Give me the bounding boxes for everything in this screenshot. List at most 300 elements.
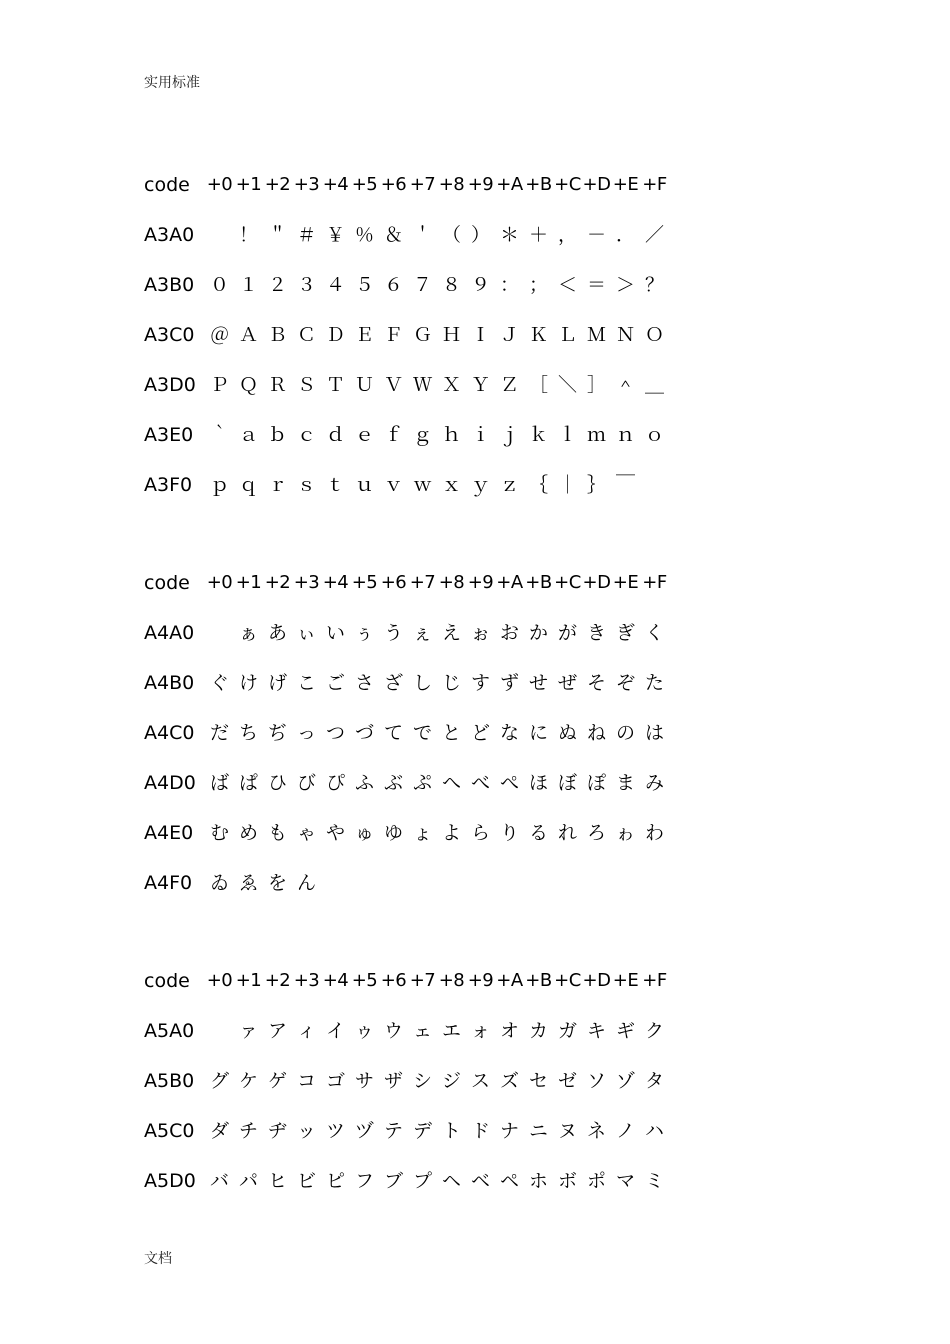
- column-header: +0: [206, 174, 233, 195]
- char-cell: ２: [267, 274, 287, 296]
- char-cell: ゐ: [209, 872, 229, 894]
- char-cell: ハ: [644, 1120, 664, 1142]
- char-cell: ａ: [238, 424, 258, 446]
- char-cell: テ: [383, 1120, 403, 1142]
- char-cell: ぞ: [615, 672, 635, 694]
- char-cell: ぁ: [238, 622, 258, 644]
- char-cell: ＇: [412, 224, 432, 246]
- char-cell: ら: [470, 822, 490, 844]
- code-table-a3: [144, 172, 724, 522]
- char-cell: ７: [412, 274, 432, 296]
- char-cell: る: [528, 822, 548, 844]
- page-header: 实用标准: [144, 75, 200, 91]
- char-cell: ぴ: [325, 772, 345, 794]
- char-cell: ァ: [238, 1020, 258, 1042]
- column-header: +B: [525, 572, 552, 593]
- char-cell: Ｃ: [296, 324, 316, 346]
- char-cell: ん: [296, 872, 316, 894]
- char-cell: ヅ: [354, 1120, 374, 1142]
- row-code: A3D0: [144, 374, 196, 396]
- char-cell: ツ: [325, 1120, 345, 1142]
- table-row: [144, 222, 724, 272]
- char-cell: ド: [470, 1120, 490, 1142]
- column-header: +3: [293, 572, 320, 593]
- char-cell: シ: [412, 1070, 432, 1092]
- row-code: A3B0: [144, 274, 195, 296]
- char-cell: ￣: [615, 474, 635, 496]
- char-cell: ｔ: [325, 474, 345, 496]
- char-cell: ナ: [499, 1120, 519, 1142]
- char-cell: カ: [528, 1020, 548, 1042]
- char-cell: な: [499, 722, 519, 744]
- char-cell: ｛: [528, 474, 548, 496]
- column-header: +2: [264, 174, 291, 195]
- char-cell: こ: [296, 672, 316, 694]
- column-header: +B: [525, 970, 552, 991]
- row-code: A3C0: [144, 324, 195, 346]
- char-cell: Ｕ: [354, 374, 374, 396]
- char-cell: ぷ: [412, 772, 432, 794]
- row-code: A3E0: [144, 424, 194, 446]
- row-code: A4D0: [144, 772, 196, 794]
- char-cell: Ｐ: [209, 374, 229, 396]
- char-cell: ｂ: [267, 424, 287, 446]
- char-cell: ＠: [209, 324, 229, 346]
- char-cell: ご: [325, 672, 345, 694]
- table-row: [144, 820, 724, 870]
- char-cell: Ｈ: [441, 324, 461, 346]
- column-header: +8: [438, 970, 465, 991]
- char-cell: ス: [470, 1070, 490, 1092]
- char-cell: －: [586, 224, 606, 246]
- char-cell: ア: [267, 1020, 287, 1042]
- char-cell: Ｏ: [644, 324, 664, 346]
- char-cell: ぃ: [296, 622, 316, 644]
- char-cell: サ: [354, 1070, 374, 1092]
- char-cell: コ: [296, 1070, 316, 1092]
- column-header: +A: [496, 572, 523, 593]
- char-cell: ｏ: [644, 424, 664, 446]
- char-cell: ｄ: [325, 424, 345, 446]
- char-cell: バ: [209, 1170, 229, 1192]
- char-cell: フ: [354, 1170, 374, 1192]
- char-cell: ど: [470, 722, 490, 744]
- char-cell: ふ: [354, 772, 374, 794]
- column-header: +9: [467, 970, 494, 991]
- char-cell: へ: [441, 772, 461, 794]
- char-cell: す: [470, 672, 490, 694]
- char-cell: ポ: [586, 1170, 606, 1192]
- char-cell: ぐ: [209, 672, 229, 694]
- char-cell: ］: [586, 374, 606, 396]
- table-row: [144, 620, 724, 670]
- char-cell: よ: [441, 822, 461, 844]
- char-cell: ［: [528, 374, 548, 396]
- char-cell: ェ: [412, 1020, 432, 1042]
- char-cell: ゅ: [354, 822, 374, 844]
- char-cell: １: [238, 274, 258, 296]
- char-cell: ヒ: [267, 1170, 287, 1192]
- char-cell: （: [441, 224, 461, 246]
- char-cell: さ: [354, 672, 374, 694]
- char-cell: ゾ: [615, 1070, 635, 1092]
- char-cell: め: [238, 822, 258, 844]
- char-cell: せ: [528, 672, 548, 694]
- char-cell: ビ: [296, 1170, 316, 1192]
- char-cell: ガ: [557, 1020, 577, 1042]
- char-cell: ボ: [557, 1170, 577, 1192]
- char-cell: Ｆ: [383, 324, 403, 346]
- char-cell: は: [644, 722, 664, 744]
- char-cell: ぅ: [354, 622, 374, 644]
- char-cell: が: [557, 622, 577, 644]
- char-cell: Ｔ: [325, 374, 345, 396]
- char-cell: ９: [470, 274, 490, 296]
- row-code: A4E0: [144, 822, 194, 844]
- char-cell: ）: [470, 224, 490, 246]
- char-cell: わ: [644, 822, 664, 844]
- column-header: +C: [554, 174, 581, 195]
- char-cell: く: [644, 622, 664, 644]
- char-cell: ゃ: [296, 822, 316, 844]
- char-cell: ソ: [586, 1070, 606, 1092]
- column-header: +2: [264, 572, 291, 593]
- char-cell: ぱ: [238, 772, 258, 794]
- column-header: +2: [264, 970, 291, 991]
- char-cell: ｎ: [615, 424, 635, 446]
- char-cell: ク: [644, 1020, 664, 1042]
- row-code: A5B0: [144, 1070, 195, 1092]
- row-code: A4B0: [144, 672, 195, 694]
- row-code: A4F0: [144, 872, 193, 894]
- column-header: +F: [642, 572, 667, 593]
- char-cell: ８: [441, 274, 461, 296]
- char-cell: ｙ: [470, 474, 490, 496]
- char-cell: プ: [412, 1170, 432, 1192]
- char-cell: ぬ: [557, 722, 577, 744]
- char-cell: ，: [557, 224, 577, 246]
- char-cell: ホ: [528, 1170, 548, 1192]
- column-header: +0: [206, 572, 233, 593]
- char-cell: う: [383, 622, 403, 644]
- char-cell: ｓ: [296, 474, 316, 496]
- table-row: [144, 472, 724, 522]
- char-cell: ぢ: [267, 722, 287, 744]
- column-header: +1: [235, 572, 262, 593]
- column-header: +5: [351, 572, 378, 593]
- row-code: A4C0: [144, 722, 195, 744]
- char-cell: ＜: [557, 274, 577, 296]
- char-cell: つ: [325, 722, 345, 744]
- column-header: +D: [582, 970, 611, 991]
- char-cell: ｖ: [383, 474, 403, 496]
- char-cell: ：: [499, 274, 519, 296]
- char-cell: ｒ: [267, 474, 287, 496]
- column-header: +E: [612, 174, 639, 195]
- char-cell: ｀: [209, 424, 229, 446]
- char-cell: ＿: [644, 374, 664, 396]
- table-row: [144, 1168, 724, 1218]
- char-cell: ざ: [383, 672, 403, 694]
- table-row: [144, 1118, 724, 1168]
- char-cell: ウ: [383, 1020, 403, 1042]
- char-cell: ば: [209, 772, 229, 794]
- char-cell: に: [528, 722, 548, 744]
- char-cell: ゥ: [354, 1020, 374, 1042]
- char-cell: デ: [412, 1120, 432, 1142]
- column-header: +5: [351, 174, 378, 195]
- column-header: +7: [409, 572, 436, 593]
- column-header: +6: [380, 174, 407, 195]
- char-cell: ぎ: [615, 622, 635, 644]
- char-cell: ｈ: [441, 424, 461, 446]
- column-header: +8: [438, 572, 465, 593]
- char-cell: Ｒ: [267, 374, 287, 396]
- column-header: +A: [496, 174, 523, 195]
- column-header: +4: [322, 572, 349, 593]
- char-cell: げ: [267, 672, 287, 694]
- char-cell: ケ: [238, 1070, 258, 1092]
- char-cell: ＆: [383, 224, 403, 246]
- char-cell: Ｊ: [499, 324, 519, 346]
- char-cell: ４: [325, 274, 345, 296]
- char-cell: ｅ: [354, 424, 374, 446]
- char-cell: み: [644, 772, 664, 794]
- char-cell: り: [499, 822, 519, 844]
- char-cell: を: [267, 872, 287, 894]
- row-code: A3F0: [144, 474, 193, 496]
- char-cell: ず: [499, 672, 519, 694]
- table-row: [144, 422, 724, 472]
- char-cell: き: [586, 622, 606, 644]
- char-cell: ィ: [296, 1020, 316, 1042]
- code-table-a5: [144, 968, 724, 1218]
- char-cell: ＾: [615, 374, 635, 396]
- char-cell: む: [209, 822, 229, 844]
- char-cell: Ｌ: [557, 324, 577, 346]
- char-cell: ぼ: [557, 772, 577, 794]
- column-header: +E: [612, 572, 639, 593]
- char-cell: ギ: [615, 1020, 635, 1042]
- char-cell: ｗ: [412, 474, 432, 496]
- char-cell: パ: [238, 1170, 258, 1192]
- char-cell: ヌ: [557, 1120, 577, 1142]
- table-header-row: [144, 172, 724, 222]
- column-header: +D: [582, 572, 611, 593]
- table-row: [144, 720, 724, 770]
- column-header: +3: [293, 174, 320, 195]
- char-cell: た: [644, 672, 664, 694]
- char-cell: ；: [528, 274, 548, 296]
- char-cell: ォ: [470, 1020, 490, 1042]
- char-cell: と: [441, 722, 461, 744]
- column-header: +6: [380, 970, 407, 991]
- char-cell: ｊ: [499, 424, 519, 446]
- char-cell: づ: [354, 722, 374, 744]
- char-cell: ￥: [325, 224, 345, 246]
- table-row: [144, 322, 724, 372]
- char-cell: Ｑ: [238, 374, 258, 396]
- char-cell: ジ: [441, 1070, 461, 1092]
- char-cell: ぇ: [412, 622, 432, 644]
- char-cell: ま: [615, 772, 635, 794]
- char-cell: Ｘ: [441, 374, 461, 396]
- char-cell: え: [441, 622, 461, 644]
- table-row: [144, 870, 724, 920]
- column-header: +C: [554, 572, 581, 593]
- char-cell: ｋ: [528, 424, 548, 446]
- char-cell: っ: [296, 722, 316, 744]
- char-cell: Ｉ: [470, 324, 490, 346]
- char-cell: あ: [267, 622, 287, 644]
- char-cell: キ: [586, 1020, 606, 1042]
- char-cell: ｆ: [383, 424, 403, 446]
- char-cell: イ: [325, 1020, 345, 1042]
- char-cell: ／: [644, 224, 664, 246]
- char-cell: ヘ: [441, 1170, 461, 1192]
- char-cell: チ: [238, 1120, 258, 1142]
- char-cell: ト: [441, 1120, 461, 1142]
- char-cell: ぉ: [470, 622, 490, 644]
- char-cell: ｕ: [354, 474, 374, 496]
- table-row: [144, 1018, 724, 1068]
- table-header-row: [144, 570, 724, 620]
- char-cell: Ａ: [238, 324, 258, 346]
- char-cell: ニ: [528, 1120, 548, 1142]
- char-cell: Ｓ: [296, 374, 316, 396]
- char-cell: ＋: [528, 224, 548, 246]
- char-cell: ズ: [499, 1070, 519, 1092]
- char-cell: べ: [470, 772, 490, 794]
- char-cell: ゆ: [383, 822, 403, 844]
- row-code: A5A0: [144, 1020, 195, 1042]
- char-cell: Ｍ: [586, 324, 606, 346]
- char-cell: も: [267, 822, 287, 844]
- char-cell: い: [325, 622, 345, 644]
- char-cell: ノ: [615, 1120, 635, 1142]
- char-cell: し: [412, 672, 432, 694]
- table-header-row: [144, 968, 724, 1018]
- char-cell: ｑ: [238, 474, 258, 496]
- char-cell: じ: [441, 672, 461, 694]
- char-cell: Ｂ: [267, 324, 287, 346]
- char-cell: ち: [238, 722, 258, 744]
- char-cell: ｐ: [209, 474, 229, 496]
- table-row: [144, 372, 724, 422]
- char-cell: Ｗ: [412, 374, 432, 396]
- row-code: A5C0: [144, 1120, 195, 1142]
- char-cell: だ: [209, 722, 229, 744]
- char-cell: グ: [209, 1070, 229, 1092]
- char-cell: ぜ: [557, 672, 577, 694]
- table-row: [144, 770, 724, 820]
- char-cell: ゎ: [615, 822, 635, 844]
- char-cell: ？: [644, 274, 664, 296]
- column-header: +7: [409, 174, 436, 195]
- char-cell: ゼ: [557, 1070, 577, 1092]
- char-cell: ＃: [296, 224, 316, 246]
- column-header: +1: [235, 970, 262, 991]
- char-cell: ネ: [586, 1120, 606, 1142]
- row-code: A5D0: [144, 1170, 196, 1192]
- char-cell: で: [412, 722, 432, 744]
- row-code: A4A0: [144, 622, 195, 644]
- char-cell: オ: [499, 1020, 519, 1042]
- header-label: code: [144, 970, 190, 992]
- char-cell: ザ: [383, 1070, 403, 1092]
- char-cell: ひ: [267, 772, 287, 794]
- char-cell: Ｇ: [412, 324, 432, 346]
- table-row: [144, 670, 724, 720]
- header-label: code: [144, 572, 190, 594]
- char-cell: マ: [615, 1170, 635, 1192]
- column-header: +F: [642, 970, 667, 991]
- char-cell: ぶ: [383, 772, 403, 794]
- char-cell: そ: [586, 672, 606, 694]
- char-cell: れ: [557, 822, 577, 844]
- char-cell: ｉ: [470, 424, 490, 446]
- char-cell: ．: [615, 224, 635, 246]
- char-cell: ゴ: [325, 1070, 345, 1092]
- char-cell: て: [383, 722, 403, 744]
- column-header: +9: [467, 174, 494, 195]
- char-cell: び: [296, 772, 316, 794]
- column-header: +A: [496, 970, 523, 991]
- table-row: [144, 272, 724, 322]
- char-cell: か: [528, 622, 548, 644]
- char-cell: ベ: [470, 1170, 490, 1192]
- char-cell: ゲ: [267, 1070, 287, 1092]
- row-code: A3A0: [144, 224, 195, 246]
- char-cell: ブ: [383, 1170, 403, 1192]
- char-cell: エ: [441, 1020, 461, 1042]
- char-cell: Ｅ: [354, 324, 374, 346]
- column-header: +F: [642, 174, 667, 195]
- char-cell: ヂ: [267, 1120, 287, 1142]
- column-header: +1: [235, 174, 262, 195]
- char-cell: ｘ: [441, 474, 461, 496]
- char-cell: ｌ: [557, 424, 577, 446]
- char-cell: ｍ: [586, 424, 606, 446]
- column-header: +8: [438, 174, 465, 195]
- char-cell: Ｚ: [499, 374, 519, 396]
- char-cell: ミ: [644, 1170, 664, 1192]
- column-header: +D: [582, 174, 611, 195]
- table-row: [144, 1068, 724, 1118]
- char-cell: ぺ: [499, 772, 519, 794]
- char-cell: ほ: [528, 772, 548, 794]
- column-header: +B: [525, 174, 552, 195]
- char-cell: お: [499, 622, 519, 644]
- column-header: +4: [322, 970, 349, 991]
- code-table-a4: [144, 570, 724, 920]
- char-cell: け: [238, 672, 258, 694]
- char-cell: ね: [586, 722, 606, 744]
- char-cell: の: [615, 722, 635, 744]
- char-cell: ！: [238, 224, 258, 246]
- char-cell: ダ: [209, 1120, 229, 1142]
- char-cell: ゑ: [238, 872, 258, 894]
- column-header: +C: [554, 970, 581, 991]
- char-cell: ろ: [586, 822, 606, 844]
- column-header: +9: [467, 572, 494, 593]
- char-cell: ピ: [325, 1170, 345, 1192]
- char-cell: ｜: [557, 474, 577, 496]
- char-cell: ３: [296, 274, 316, 296]
- column-header: +4: [322, 174, 349, 195]
- char-cell: Ｄ: [325, 324, 345, 346]
- char-cell: ｃ: [296, 424, 316, 446]
